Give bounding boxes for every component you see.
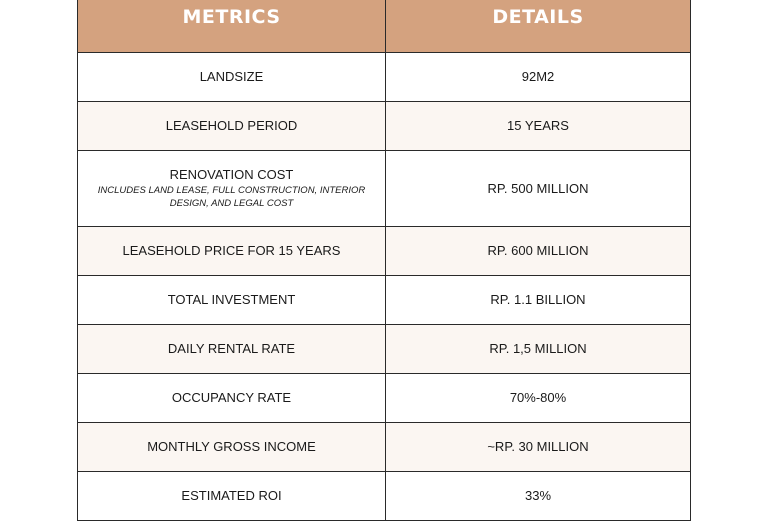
- table-row: [78, 150, 691, 226]
- table-row: [78, 52, 691, 101]
- detail-cell: RP. 1,5 MILLION: [386, 324, 691, 373]
- detail-cell: RP. 1.1 BILLION: [386, 275, 691, 324]
- detail-cell: 70%-80%: [386, 373, 691, 422]
- header-details: DETAILS: [386, 0, 691, 52]
- table-row: [78, 275, 691, 324]
- table-row: [78, 422, 691, 471]
- detail-cell: RP. 500 MILLION: [386, 150, 691, 226]
- table-row: [78, 324, 691, 373]
- detail-cell: RP. 600 MILLION: [386, 226, 691, 275]
- header-metrics: METRICS: [78, 0, 386, 52]
- metric-label: LANDSIZE: [199, 69, 264, 84]
- table-row: [78, 101, 691, 150]
- metric-cell: [78, 150, 386, 226]
- detail-cell: 92M2: [386, 52, 691, 101]
- metric-cell: [78, 226, 386, 275]
- metric-cell: [78, 52, 386, 101]
- metric-cell: [78, 373, 386, 422]
- table-row: [78, 471, 691, 520]
- table-row: [78, 373, 691, 422]
- metric-label: DAILY RENTAL RATE: [167, 341, 296, 356]
- metric-note: INCLUDES LAND LEASE, FULL CONSTRUCTION, INTERIOR DESIGN, AND LEGAL COST: [97, 184, 366, 209]
- metric-label: LEASEHOLD PERIOD: [165, 118, 298, 133]
- metric-label: MONTHLY GROSS INCOME: [147, 439, 316, 454]
- metric-cell: [78, 471, 386, 520]
- metric-label: RENOVATION COST: [169, 166, 294, 182]
- table-header-row: [78, 0, 691, 52]
- metric-label: LEASEHOLD PRICE FOR 15 YEARS: [122, 243, 341, 258]
- investment-table-container: [77, 0, 690, 521]
- metric-label: OCCUPANCY RATE: [171, 390, 292, 405]
- metric-cell: [78, 324, 386, 373]
- metric-cell: [78, 101, 386, 150]
- metric-label: TOTAL INVESTMENT: [167, 292, 296, 307]
- metric-cell: [78, 422, 386, 471]
- detail-cell: 15 YEARS: [386, 101, 691, 150]
- investment-table: [77, 0, 691, 521]
- detail-cell: 33%: [386, 471, 691, 520]
- metric-cell: [78, 275, 386, 324]
- table-row: [78, 226, 691, 275]
- metric-label: ESTIMATED ROI: [181, 488, 282, 503]
- detail-cell: ~RP. 30 MILLION: [386, 422, 691, 471]
